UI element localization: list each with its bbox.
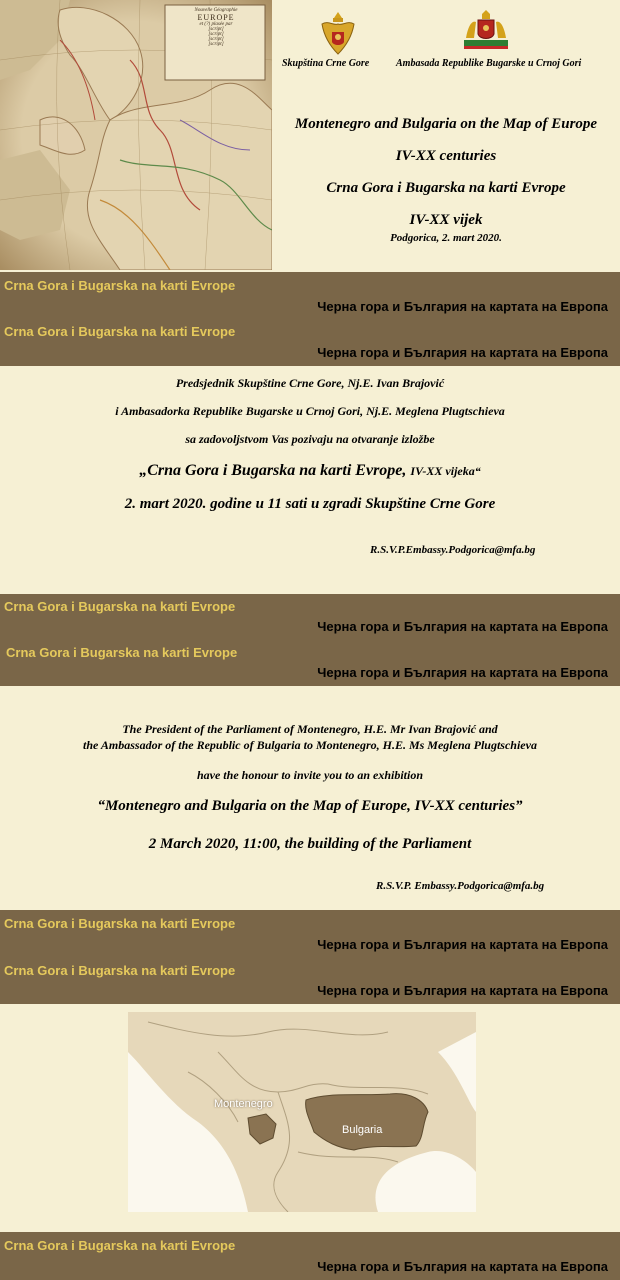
invitation-date-place: 2 March 2020, 11:00, the building of the Parliament bbox=[148, 836, 472, 852]
band-cyrillic-text: Черна гора и България на картата на Европа bbox=[317, 619, 608, 634]
band-latin-text: Crna Gora i Bugarska na karti Evrope bbox=[4, 963, 236, 978]
band-latin-text: Crna Gora i Bugarska na karti Evrope bbox=[4, 278, 236, 293]
band-latin-text: Crna Gora i Bugarska na karti Evrope bbox=[4, 324, 236, 339]
invitation-hosts-1: Predsjednik Skupštine Crne Gore, Nj.E. Ivan Brajović bbox=[175, 376, 445, 390]
cartouche-title: EUROPE bbox=[197, 13, 235, 22]
bulgaria-coat-of-arms-icon bbox=[462, 10, 510, 50]
invitation-montenegrin bbox=[0, 366, 620, 594]
rsvp-email-link[interactable]: R.S.V.P.Embassy.Podgorica@mfa.bg bbox=[370, 544, 536, 556]
title-me: Crna Gora i Bugarska na karti Evrope bbox=[326, 180, 566, 196]
cartouche-line: [script] bbox=[208, 37, 224, 42]
exhibition-title-main: „Crna Gora i Bugarska na karti Evrope, bbox=[139, 462, 407, 479]
banner-band bbox=[0, 594, 620, 686]
invitation-english bbox=[0, 686, 620, 910]
cartouche-line: Nouvelle Géographie bbox=[194, 8, 238, 13]
invitation-intro: have the honour to invite you to an exhibition bbox=[196, 768, 424, 782]
cartouche-line: [script] bbox=[208, 32, 224, 37]
band-cyrillic-text: Черна гора и България на картата на Европа bbox=[317, 937, 608, 952]
exhibition-title-sub: IV-XX vijeka“ bbox=[410, 464, 481, 478]
banner-band bbox=[0, 1232, 620, 1280]
title-en: Montenegro and Bulgaria on the Map of Europe bbox=[294, 116, 598, 132]
band-latin-text: Crna Gora i Bugarska na karti Evrope bbox=[4, 599, 236, 614]
invitation-hosts-2: i Ambasadorka Republike Bugarske u Crnoj Gori, Nj.E. Meglena Plugtschieva bbox=[115, 404, 505, 418]
banner-band bbox=[0, 910, 620, 1004]
map-cartouche bbox=[168, 8, 264, 47]
band-latin-text: Crna Gora i Bugarska na karti Evrope bbox=[6, 645, 238, 660]
band-cyrillic-text: Черна гора и България на картата на Европа bbox=[317, 299, 608, 314]
invitation-exhibition-title bbox=[0, 462, 620, 480]
title-me-centuries: IV-XX vijek bbox=[409, 212, 483, 228]
invitation-hosts-1: The President of the Parliament of Montenegro, H.E. Mr Ivan Brajović and bbox=[122, 722, 498, 736]
invitation-hosts-2: the Ambassador of the Republic of Bulgaria to Montenegro, H.E. Ms Meglena Plugtschieva bbox=[83, 738, 537, 752]
band-cyrillic-text: Черна гора и България на картата на Европа bbox=[317, 983, 608, 998]
title-en-centuries: IV-XX centuries bbox=[395, 148, 497, 164]
old-europe-map bbox=[0, 0, 272, 270]
band-latin-text: Crna Gora i Bugarska na karti Evrope bbox=[4, 1238, 236, 1253]
parliament-label: Skupština Crne Gore bbox=[282, 58, 370, 69]
montenegro-label: Montenegro bbox=[214, 1098, 273, 1110]
band-cyrillic-text: Черна гора и България на картата на Европа bbox=[317, 1259, 608, 1274]
rsvp-email-link[interactable]: R.S.V.P. Embassy.Podgorica@mfa.bg bbox=[376, 880, 545, 892]
cartouche-line: et (?) plasée par bbox=[199, 22, 233, 27]
band-latin-text: Crna Gora i Bugarska na karti Evrope bbox=[4, 916, 236, 931]
invitation-intro: sa zadovoljstvom Vas pozivaju na otvaranje izložbe bbox=[185, 432, 435, 446]
band-cyrillic-text: Черна гора и България на картата на Европа bbox=[317, 665, 608, 680]
invitation-date-place: 2. mart 2020. godine u 11 sati u zgradi Skupštine Crne Gore bbox=[124, 496, 496, 512]
banner-band bbox=[0, 272, 620, 366]
montenegro-coat-of-arms-icon bbox=[320, 10, 356, 56]
balkan-map-image bbox=[128, 1012, 476, 1212]
balkan-map bbox=[128, 1012, 476, 1212]
band-cyrillic-text: Черна гора и България на картата на Европа bbox=[317, 345, 608, 360]
invitation-exhibition-title: “Montenegro and Bulgaria on the Map of Europe, IV-XX centuries” bbox=[97, 798, 523, 814]
embassy-label: Ambasada Republike Bugarske u Crnoj Gori bbox=[396, 58, 582, 69]
title-place-date: Podgorica, 2. mart 2020. bbox=[390, 232, 502, 244]
cartouche-line: [script] bbox=[208, 27, 224, 32]
bulgaria-label: Bulgaria bbox=[342, 1124, 383, 1136]
cartouche-line: [script] bbox=[208, 42, 224, 47]
